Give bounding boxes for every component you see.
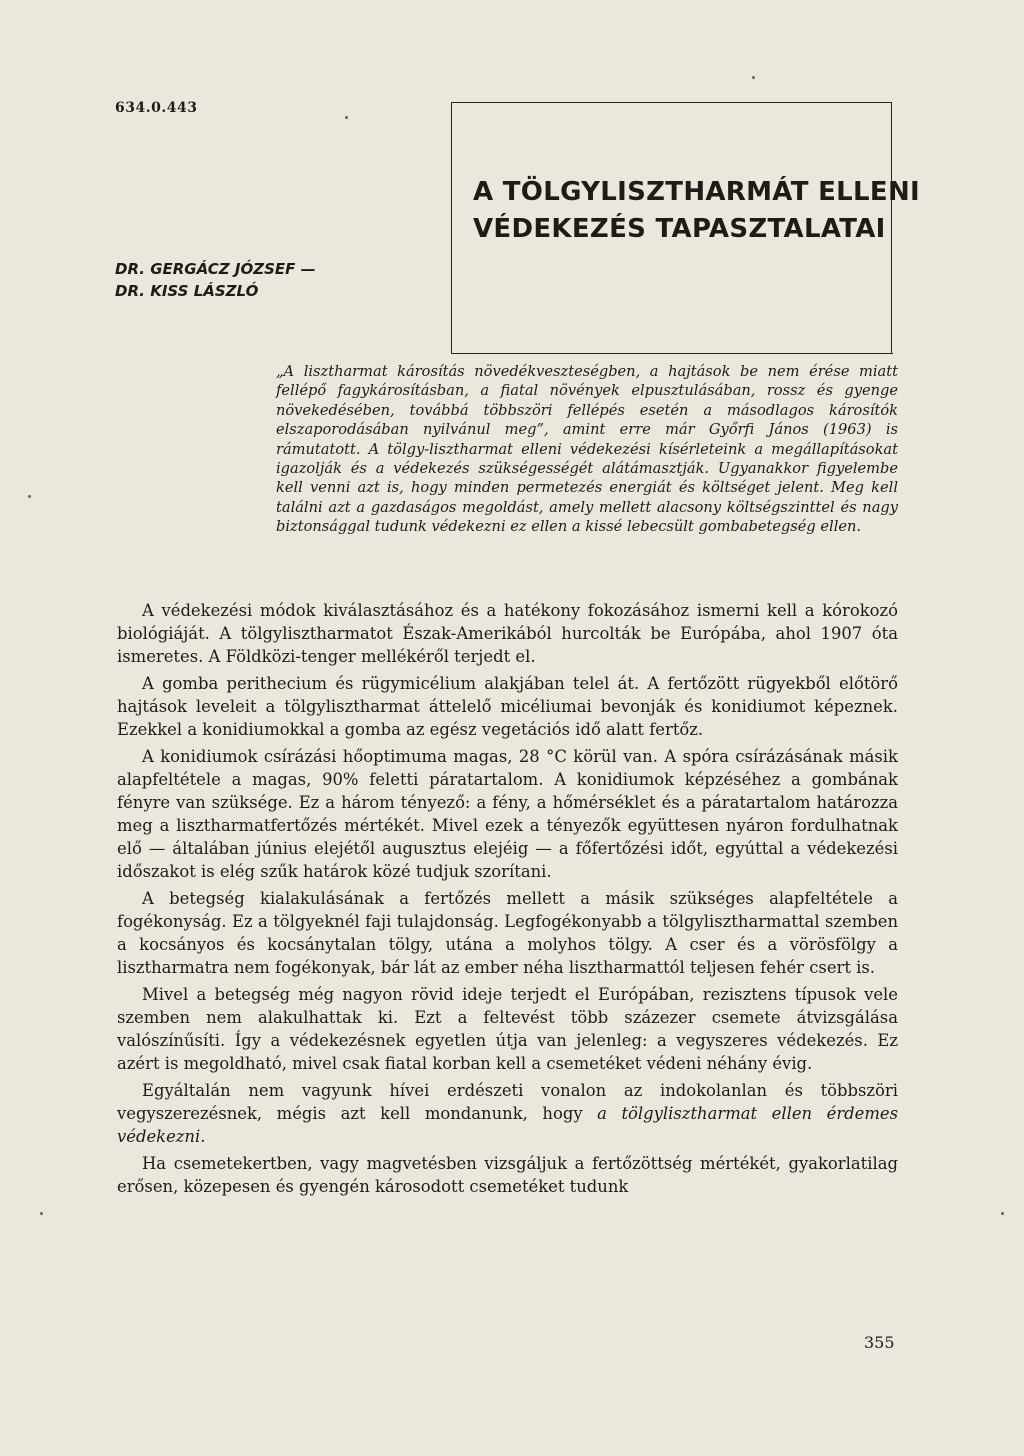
paragraph-4: A betegség kialakulásának a fertőzés mellett a másik szükséges alapfeltétele a fogékonyság. Ez a tölgyeknél faji tulajdonság. Legfogékonyabb a tölgylisztharmattal szemben a kocsányos és kocsánytalan tölgy, utána a molyhos tölgy. A cser és a vörösfölgy a lisztharmatra nem fogékonyak, bár lát az ember néha lisztharmattól teljesen fehér csert is. xyxy=(117,889,898,977)
author-2: DR. KISS LÁSZLÓ xyxy=(115,282,259,300)
abstract: „A lisztharmat károsítás növedékveszteségben, a hajtások be nem érése miatt fellépő fagykárosításban, a fiatal növények elpusztulásában, rossz és gyenge növekedésében, továbbá többszöri fellépés esetén a másodlagos károsítók elszaporodásában nyilvánul meg”, amint erre már Győrfi János (1963) is rámutatott. A tölgy-lisztharmat elleni védekezési kísérleteink a megállapításokat igazolják és a védekezés szükségességét alátámasztják. Ugyanakkor figyelembe kell venni azt is, hogy minden permetezés energiát és költséget jelent. Meg kell találni azt a gazdaságos megoldást, amely mellett alacsony költségszinttel és nagy biztonsággal tudunk védekezni ez ellen a kissé lebecsült gombabetegség ellen. xyxy=(276,363,898,536)
classification-code: 634.0.443 xyxy=(115,100,198,116)
paper-speck xyxy=(1001,1212,1004,1215)
paragraph-6-emphasis: a tölgylisztharmat ellen érdemes védekezni. xyxy=(117,1104,899,1146)
paragraph-1: A védekezési módok kiválasztásához és a hatékony fokozásához ismerni kell a kórokozó biológiáját. A tölgylisztharmatot Észak-Amerikából hurcolták be Európába, ahol 1907 óta ismeretes. A Földközi-tenger mellékéről terjedt el. xyxy=(117,601,898,666)
paper-speck xyxy=(40,1212,43,1215)
page-number: 355 xyxy=(864,1333,895,1352)
paragraph-3: A konidiumok csírázási hőoptimuma magas, 28 °C körül van. A spóra csírázásának másik alapfeltétele a magas, 90% feletti páratartalom. A konidiumok képzéséhez a gombának fényre van szüksége. Ez a három tényező: a fény, a hőmérséklet és a páratartalom határozza meg a lisztharmatfertőzés mértékét. Mivel ezek a tényezők együttesen nyáron fordulhatnak elő — általában június elejétől augusztus elejéig — a főfertőzési időt, egyúttal a védekezési időszakot is elég szűk határok közé tudjuk szorítani. xyxy=(117,747,898,881)
title-line-1: A TÖLGYLISZTHARMÁT ELLENI xyxy=(473,177,920,207)
paragraph-7: Ha csemetekertben, vagy magvetésben vizsgáljuk a fertőzöttség mértékét, gyakorlatilag erősen, közepesen és gyengén károsodott csemetéket tudunk xyxy=(117,1154,898,1196)
article-title xyxy=(473,174,920,248)
title-line-2: VÉDEKEZÉS TAPASZTALATAI xyxy=(473,214,886,244)
author-list xyxy=(115,258,316,302)
title-frame-rule xyxy=(451,353,893,355)
paragraph-6 xyxy=(117,1079,898,1148)
paragraph-6-text: Egyáltalán nem vagyunk hívei erdészeti vonalon az indokolanlan és többszöri vegyszerezésnek, mégis azt kell mondanunk, hogy xyxy=(117,1081,898,1123)
paper-speck xyxy=(345,116,348,119)
paper-speck xyxy=(28,495,31,498)
paragraph-5: Mivel a betegség még nagyon rövid ideje terjedt el Európában, rezisztens típusok vele szemben nem alakulhattak ki. Ezt a feltevést több százezer csemete átvizsgálása valószínűsíti. Így a védekezésnek egyetlen útja van jelenleg: a vegyszeres védekezés. Ez azért is megoldható, mivel csak fiatal korban kell a csemetéket védeni néhány évig. xyxy=(117,985,898,1073)
paragraph-2: A gomba perithecium és rügymicélium alakjában telel át. A fertőzött rügyekből előtörő hajtások leveleit a tölgylisztharmat áttelelő micéliumai bevonják és konidiumot képeznek. Ezekkel a konidiumokkal a gomba az egész vegetációs idő alatt fertőz. xyxy=(117,674,898,739)
article-body xyxy=(117,599,898,1202)
paper-speck xyxy=(752,76,755,79)
author-1: DR. GERGÁCZ JÓZSEF — xyxy=(115,260,316,278)
